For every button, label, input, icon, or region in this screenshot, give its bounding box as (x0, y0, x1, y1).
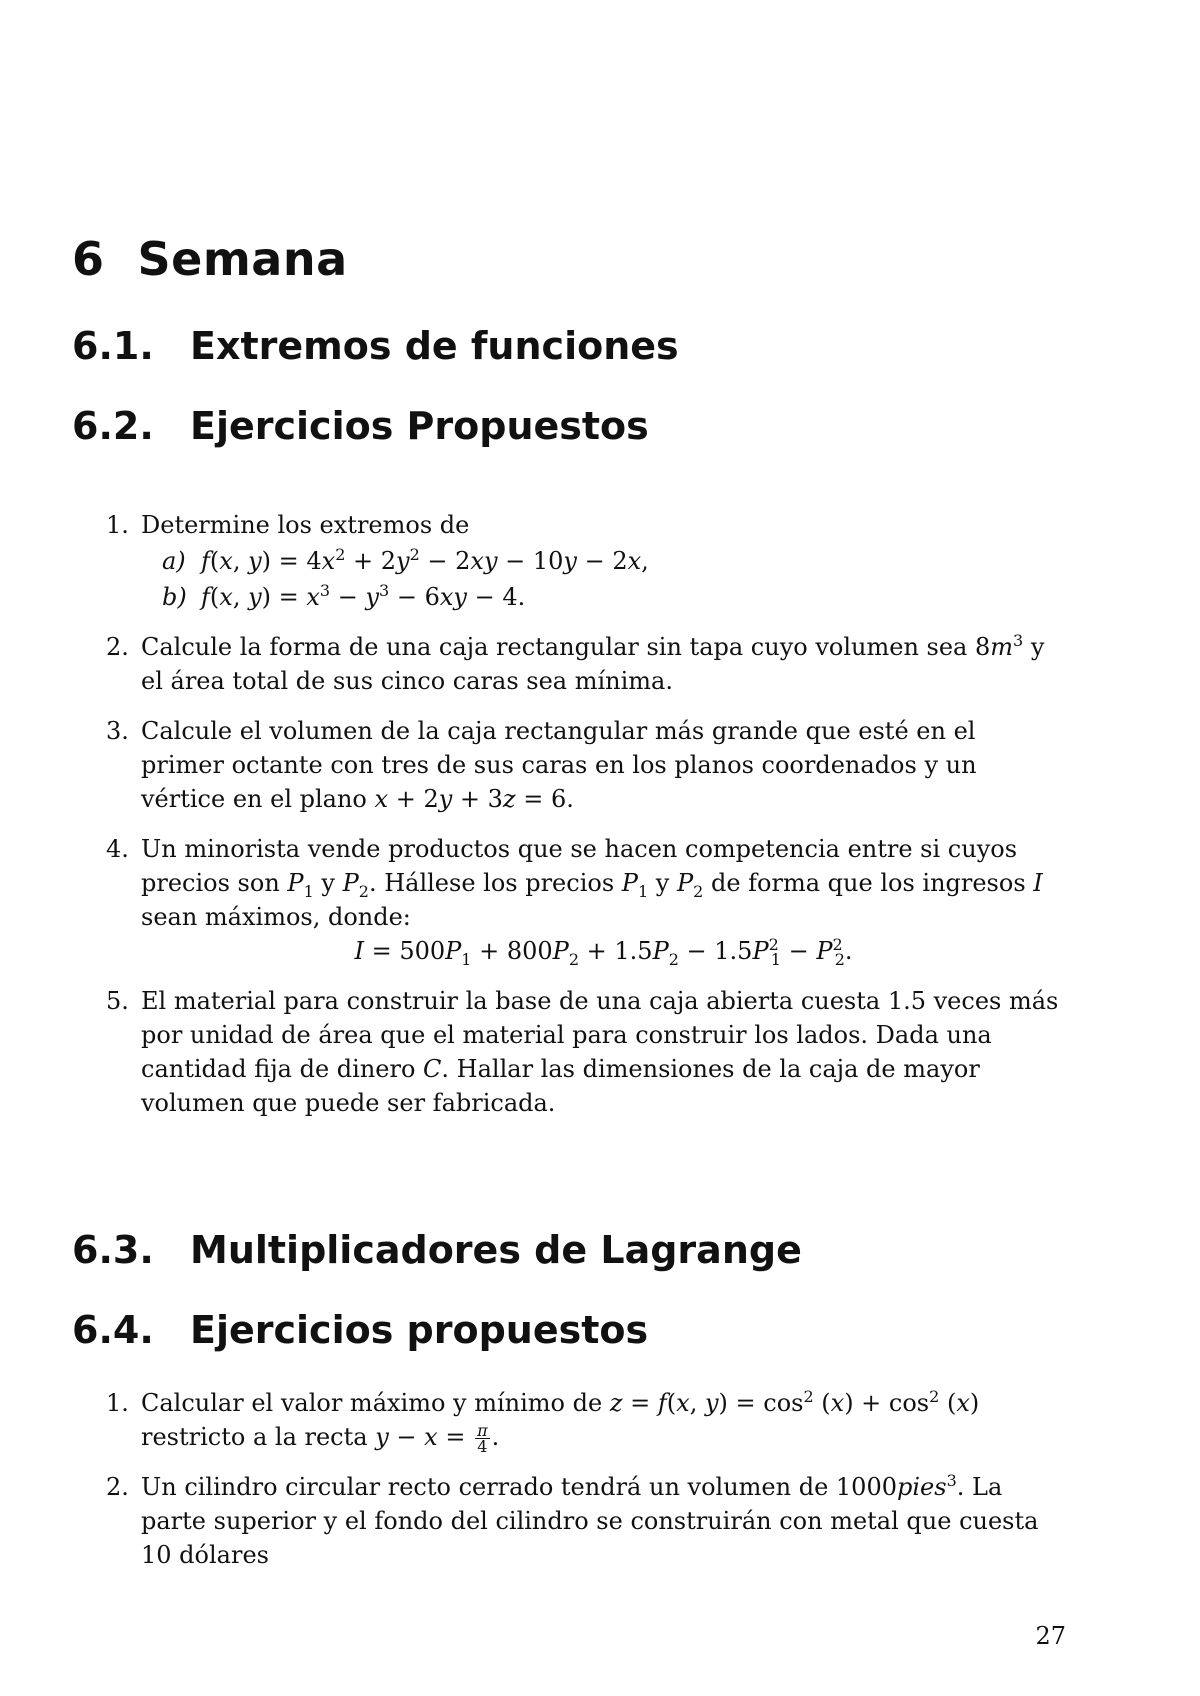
exercise-number: 1. (106, 1389, 129, 1417)
exercise-number: 1. (106, 511, 129, 539)
exercise-text: Un minorista vende productos que se hacen competencia entre si cuyos precios son (141, 835, 1018, 897)
exercise-item: 4. Un minorista vende productos que se hacen competencia entre si cuyos precios son $P_1$ y $P_2$. Hállese los precios $P_1$ y $P_2$ de forma que los ingresos I sean máximos, donde: $I = 500P_1 + 800P_2 + 1.5P_2 - 1.5P^2_1 - P^2_2$. (100, 832, 1066, 968)
exercise-text: sean máximos, donde: (141, 903, 411, 931)
exercise-text: Un cilindro circular recto cerrado tendrá un volumen de 1000 (141, 1473, 897, 1501)
exercise-text: y (655, 869, 670, 897)
exercise-item: 5. El material para construir la base de una caja abierta cuesta 1.5 veces más por unidad de área que el material para construir los lados. Dada una cantidad fija de dinero C. Hallar las dimensiones de la caja de mayor volumen que puede ser fabricada. (100, 984, 1066, 1120)
section-heading-6-1 (72, 324, 679, 368)
section-heading-6-2 (72, 404, 649, 448)
exercise-item (100, 508, 1066, 614)
section-number: 6.4. (72, 1308, 154, 1352)
exercise-list-lagrange (100, 1386, 1066, 1588)
exercise-text: . La parte superior y el fondo del cilindro se construirán con metal que cuesta 10 dólares (141, 1473, 1039, 1569)
exercise-text: restricto a la recta (141, 1423, 368, 1451)
exercise-number: 2. (106, 633, 129, 661)
exercise-item: 3. Calcule el volumen de la caja rectangular más grande que esté en el primer octante con tres de sus caras en los planos coordenados y un vértice en el plano x + 2y + 3z = 6. (100, 714, 1066, 816)
subitem-b: b) f(x, $y) = x^3 - y^3 - 6xy - 4$. (141, 580, 1066, 614)
exercise-text: Calcule la forma de una caja rectangular sin tapa cuyo volumen sea 8 (141, 633, 991, 661)
formula-a: f (201, 547, 210, 575)
fraction-pi-over-4: $\frac{\pi}{4}$ (477, 1421, 488, 1456)
exercise-list-extremos (100, 508, 1066, 1136)
exercise-number: 3. (106, 717, 129, 745)
exercise-number: 2. (106, 1473, 129, 1501)
exercise-text: Calcular el valor máximo y mínimo de (141, 1389, 603, 1417)
section-number: 6.3. (72, 1228, 154, 1272)
exercise-text: de forma que los ingresos (710, 869, 1026, 897)
section-title: Multiplicadores de Lagrange (190, 1228, 802, 1272)
exercise-text: . Hállese los precios (368, 869, 615, 897)
exercise-text: Calcule el volumen de la caja rectangular más grande que esté en el primer octante con tres de sus caras en los planos coordenados y un vértice en el plano (141, 717, 977, 813)
exercise-text: y (321, 869, 335, 897)
subitem-label: b) (162, 583, 187, 611)
exercise-item: 2. Calcule la forma de una caja rectangular sin tapa cuyo volumen sea $8m^3$ y el área total de sus cinco caras sea mínima. (106, 631, 1045, 695)
chapter-heading (72, 232, 348, 286)
exercise-number: 4. (106, 835, 129, 863)
section-title: Extremos de funciones (190, 324, 679, 368)
formula-b: f (201, 583, 210, 611)
chapter-number: 6 (72, 232, 105, 286)
exercise-text: Determine los extremos de (141, 511, 470, 539)
section-heading-6-3 (72, 1228, 802, 1272)
exercise-number: 5. (106, 987, 129, 1015)
chapter-title: Semana (137, 232, 348, 286)
page-number: 27 (1035, 1622, 1066, 1650)
exercise-text: . Hallar las dimensiones de la caja de mayor volumen que puede ser fabricada. (141, 1055, 980, 1117)
section-number: 6.1. (72, 324, 154, 368)
section-number: 6.2. (72, 404, 154, 448)
exercise-item: 2. Un cilindro circular recto cerrado tendrá un volumen de 1000pies$^3$. La parte superior y el fondo del cilindro se construirán con metal que cuesta 10 dólares (106, 1471, 1039, 1569)
subitem-label: a) (162, 547, 186, 575)
exercise-text: y el área total de sus cinco caras sea mínima. (141, 633, 1045, 695)
section-heading-6-4 (72, 1308, 648, 1352)
section-title: Ejercicios propuestos (190, 1308, 649, 1352)
section-title: Ejercicios Propuestos (190, 404, 649, 448)
subitem-a: a) f(x, $y) = 4x^2 + 2y^2 - 2xy - 10y - 2x$, (141, 544, 1066, 578)
revenue-formula: $I = 500P_1 + 800P_2 + 1.5P_2 - 1.5P^2_1 - P^2_2$. (354, 935, 853, 969)
exercise-text: El material para construir la base de una caja abierta cuesta 1.5 veces más por unidad de área que el material para construir los lados. Dada una cantidad fija de dinero (141, 987, 1059, 1083)
exercise-item: 1. Calcular el valor máximo y mínimo de z = f(x, $y) = \cos^2 (x) + \cos^2 (x)$ restricto a la recta y − x = $\frac{\pi}{4}$ . (106, 1387, 980, 1456)
